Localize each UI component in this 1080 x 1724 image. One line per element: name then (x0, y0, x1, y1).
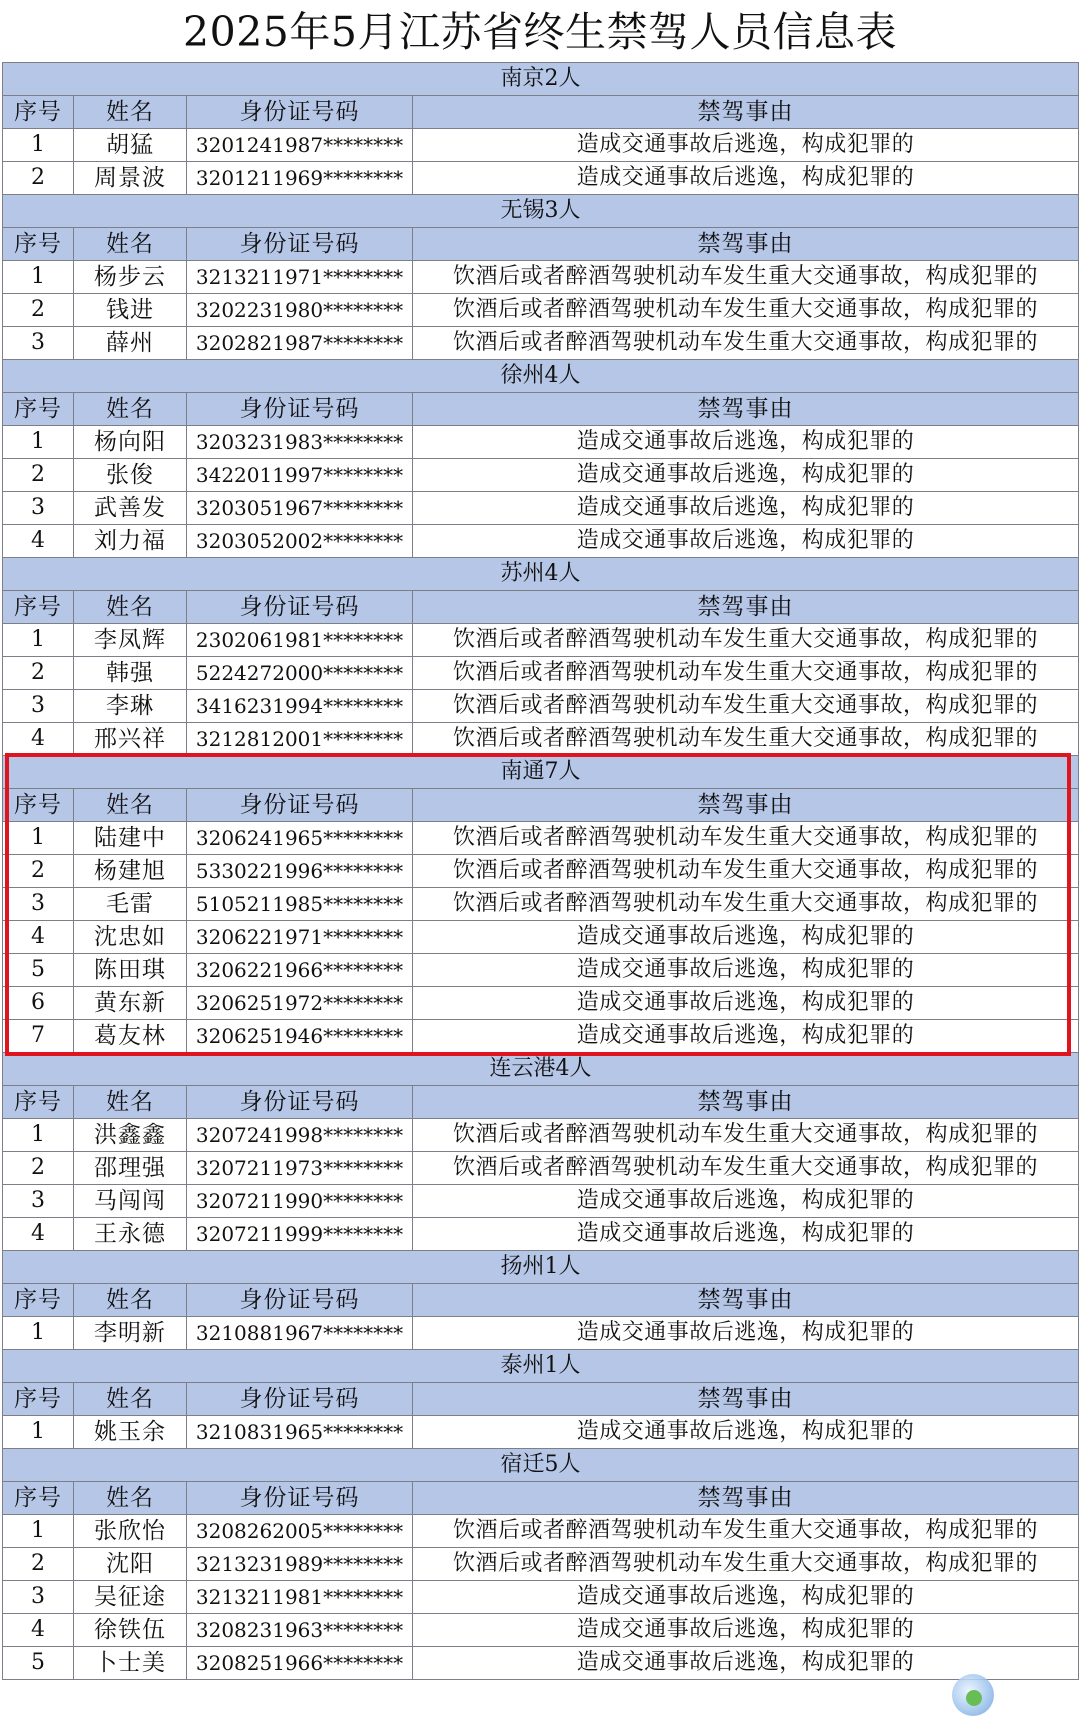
ban-reason-header: 禁驾事由 (413, 1383, 1079, 1416)
id-number-cell: 3213231989******** (187, 1548, 413, 1581)
ban-reason-header: 禁驾事由 (413, 789, 1079, 822)
ban-reason-cell: 饮酒后或者醉酒驾驶机动车发生重大交通事故，构成犯罪的 (413, 1119, 1079, 1152)
ban-reason-cell: 饮酒后或者醉酒驾驶机动车发生重大交通事故，构成犯罪的 (413, 822, 1079, 855)
table-row (3, 1515, 1079, 1548)
ban-reason-cell: 造成交通事故后逃逸，构成犯罪的 (413, 426, 1079, 459)
page-title: 2025年5月江苏省终生禁驾人员信息表 (183, 8, 897, 56)
name-header: 姓名 (74, 1086, 187, 1119)
id-number-cell: 2302061981******** (187, 624, 413, 657)
serial-header: 序号 (3, 789, 74, 822)
serial-cell: 5 (3, 1647, 74, 1680)
name-cell: 葛友林 (74, 1020, 187, 1053)
table-row (3, 1185, 1079, 1218)
id-number-cell: 3206221966******** (187, 954, 413, 987)
table-row (3, 723, 1079, 756)
id-number-cell: 3201241987******** (187, 129, 413, 162)
table-row (3, 426, 1079, 459)
serial-header: 序号 (3, 1284, 74, 1317)
id-number-header: 身份证号码 (187, 1086, 413, 1119)
name-header: 姓名 (74, 96, 187, 129)
serial-cell: 2 (3, 162, 74, 195)
column-header-row (3, 1086, 1079, 1119)
column-header-row (3, 393, 1079, 426)
name-cell: 黄东新 (74, 987, 187, 1020)
name-header: 姓名 (74, 1383, 187, 1416)
table-body (3, 63, 1079, 1680)
id-number-cell: 3202231980******** (187, 294, 413, 327)
serial-cell: 1 (3, 426, 74, 459)
name-cell: 马闯闯 (74, 1185, 187, 1218)
serial-cell: 1 (3, 1416, 74, 1449)
name-cell: 邢兴祥 (74, 723, 187, 756)
column-header-row (3, 96, 1079, 129)
id-number-cell: 3213211971******** (187, 261, 413, 294)
serial-cell: 2 (3, 1548, 74, 1581)
ban-reason-header: 禁驾事由 (413, 96, 1079, 129)
ban-reason-cell: 饮酒后或者醉酒驾驶机动车发生重大交通事故，构成犯罪的 (413, 1548, 1079, 1581)
city-section-row (3, 1053, 1079, 1086)
name-cell: 毛雷 (74, 888, 187, 921)
name-cell: 周景波 (74, 162, 187, 195)
table-row (3, 690, 1079, 723)
city-section-title: 扬州1人 (3, 1251, 1079, 1284)
name-cell: 杨步云 (74, 261, 187, 294)
id-number-cell: 3207211973******** (187, 1152, 413, 1185)
serial-cell: 3 (3, 492, 74, 525)
id-number-cell: 3201211969******** (187, 162, 413, 195)
name-cell: 徐铁伍 (74, 1614, 187, 1647)
ban-reason-cell: 造成交通事故后逃逸，构成犯罪的 (413, 1416, 1079, 1449)
ban-reason-cell: 饮酒后或者醉酒驾驶机动车发生重大交通事故，构成犯罪的 (413, 888, 1079, 921)
name-cell: 吴征途 (74, 1581, 187, 1614)
serial-cell: 3 (3, 888, 74, 921)
column-header-row (3, 1482, 1079, 1515)
serial-cell: 3 (3, 1185, 74, 1218)
serial-cell: 4 (3, 525, 74, 558)
table-row (3, 1614, 1079, 1647)
table-row (3, 1317, 1079, 1350)
ban-reason-cell: 造成交通事故后逃逸，构成犯罪的 (413, 1317, 1079, 1350)
table-row (3, 129, 1079, 162)
ban-reason-cell: 造成交通事故后逃逸，构成犯罪的 (413, 1581, 1079, 1614)
serial-cell: 1 (3, 1119, 74, 1152)
ban-reason-cell: 造成交通事故后逃逸，构成犯罪的 (413, 921, 1079, 954)
name-cell: 刘力福 (74, 525, 187, 558)
table-row (3, 1416, 1079, 1449)
serial-cell: 1 (3, 1515, 74, 1548)
name-cell: 卜士美 (74, 1647, 187, 1680)
serial-cell: 2 (3, 1152, 74, 1185)
name-cell: 李琳 (74, 690, 187, 723)
table-row (3, 921, 1079, 954)
serial-header: 序号 (3, 1482, 74, 1515)
id-number-cell: 3210831965******** (187, 1416, 413, 1449)
name-header: 姓名 (74, 228, 187, 261)
name-header: 姓名 (74, 393, 187, 426)
ban-reason-header: 禁驾事由 (413, 393, 1079, 426)
ban-reason-cell: 饮酒后或者醉酒驾驶机动车发生重大交通事故，构成犯罪的 (413, 1515, 1079, 1548)
ban-reason-cell: 饮酒后或者醉酒驾驶机动车发生重大交通事故，构成犯罪的 (413, 261, 1079, 294)
city-section-title: 徐州4人 (3, 360, 1079, 393)
name-header: 姓名 (74, 789, 187, 822)
id-number-cell: 3207211990******** (187, 1185, 413, 1218)
name-cell: 钱进 (74, 294, 187, 327)
id-number-header: 身份证号码 (187, 393, 413, 426)
serial-header: 序号 (3, 591, 74, 624)
name-cell: 杨建旭 (74, 855, 187, 888)
serial-cell: 3 (3, 1581, 74, 1614)
serial-cell: 1 (3, 129, 74, 162)
ban-reason-cell: 造成交通事故后逃逸，构成犯罪的 (413, 162, 1079, 195)
table-row (3, 822, 1079, 855)
table-row (3, 492, 1079, 525)
id-number-cell: 3206251972******** (187, 987, 413, 1020)
column-header-row (3, 789, 1079, 822)
name-cell: 薛州 (74, 327, 187, 360)
id-number-header: 身份证号码 (187, 228, 413, 261)
name-cell: 张俊 (74, 459, 187, 492)
name-cell: 沈阳 (74, 1548, 187, 1581)
serial-header: 序号 (3, 1086, 74, 1119)
ban-reason-header: 禁驾事由 (413, 591, 1079, 624)
driving-ban-table (2, 62, 1079, 1680)
city-section-title: 苏州4人 (3, 558, 1079, 591)
serial-header: 序号 (3, 96, 74, 129)
serial-cell: 1 (3, 822, 74, 855)
name-cell: 洪鑫鑫 (74, 1119, 187, 1152)
id-number-cell: 3422011997******** (187, 459, 413, 492)
table-row (3, 657, 1079, 690)
id-number-header: 身份证号码 (187, 1284, 413, 1317)
table-row (3, 1647, 1079, 1680)
serial-header: 序号 (3, 393, 74, 426)
column-header-row (3, 1284, 1079, 1317)
table-row (3, 294, 1079, 327)
serial-cell: 7 (3, 1020, 74, 1053)
ban-reason-header: 禁驾事由 (413, 1482, 1079, 1515)
table-row (3, 1020, 1079, 1053)
column-header-row (3, 591, 1079, 624)
ban-reason-cell: 造成交通事故后逃逸，构成犯罪的 (413, 954, 1079, 987)
ban-reason-cell: 饮酒后或者醉酒驾驶机动车发生重大交通事故，构成犯罪的 (413, 624, 1079, 657)
name-cell: 邵理强 (74, 1152, 187, 1185)
table-row (3, 327, 1079, 360)
city-section-row (3, 756, 1079, 789)
id-number-cell: 3210881967******** (187, 1317, 413, 1350)
serial-cell: 1 (3, 261, 74, 294)
id-number-header: 身份证号码 (187, 1383, 413, 1416)
id-number-header: 身份证号码 (187, 1482, 413, 1515)
table-row (3, 987, 1079, 1020)
ban-reason-cell: 造成交通事故后逃逸，构成犯罪的 (413, 1218, 1079, 1251)
ban-reason-header: 禁驾事由 (413, 1284, 1079, 1317)
id-number-cell: 3203052002******** (187, 525, 413, 558)
ban-reason-cell: 饮酒后或者醉酒驾驶机动车发生重大交通事故，构成犯罪的 (413, 855, 1079, 888)
name-cell: 李明新 (74, 1317, 187, 1350)
id-number-cell: 3213211981******** (187, 1581, 413, 1614)
table-row (3, 525, 1079, 558)
table-row (3, 855, 1079, 888)
serial-cell: 4 (3, 921, 74, 954)
id-number-cell: 3208231963******** (187, 1614, 413, 1647)
serial-cell: 4 (3, 723, 74, 756)
serial-header: 序号 (3, 1383, 74, 1416)
ban-reason-cell: 造成交通事故后逃逸，构成犯罪的 (413, 1020, 1079, 1053)
table-row (3, 1119, 1079, 1152)
ban-reason-cell: 造成交通事故后逃逸，构成犯罪的 (413, 129, 1079, 162)
ban-reason-cell: 饮酒后或者醉酒驾驶机动车发生重大交通事故，构成犯罪的 (413, 294, 1079, 327)
id-number-cell: 3203231983******** (187, 426, 413, 459)
city-section-title: 泰州1人 (3, 1350, 1079, 1383)
ban-reason-header: 禁驾事由 (413, 228, 1079, 261)
city-section-row (3, 360, 1079, 393)
city-section-row (3, 195, 1079, 228)
id-number-header: 身份证号码 (187, 591, 413, 624)
serial-cell: 2 (3, 657, 74, 690)
city-section-row (3, 1350, 1079, 1383)
serial-cell: 1 (3, 1317, 74, 1350)
serial-cell: 2 (3, 459, 74, 492)
name-header: 姓名 (74, 1482, 187, 1515)
table-row (3, 624, 1079, 657)
id-number-cell: 3207211999******** (187, 1218, 413, 1251)
id-number-header: 身份证号码 (187, 789, 413, 822)
name-cell: 姚玉余 (74, 1416, 187, 1449)
name-header: 姓名 (74, 591, 187, 624)
serial-cell: 3 (3, 690, 74, 723)
ban-reason-cell: 造成交通事故后逃逸，构成犯罪的 (413, 525, 1079, 558)
ban-reason-cell: 饮酒后或者醉酒驾驶机动车发生重大交通事故，构成犯罪的 (413, 690, 1079, 723)
city-section-row (3, 1251, 1079, 1284)
id-number-cell: 3416231994******** (187, 690, 413, 723)
watermark-logo-icon (952, 1674, 994, 1716)
city-section-title: 宿迁5人 (3, 1449, 1079, 1482)
serial-cell: 4 (3, 1614, 74, 1647)
serial-cell: 1 (3, 624, 74, 657)
table-row (3, 1581, 1079, 1614)
ban-reason-cell: 造成交通事故后逃逸，构成犯罪的 (413, 987, 1079, 1020)
table-row (3, 888, 1079, 921)
ban-reason-cell: 造成交通事故后逃逸，构成犯罪的 (413, 1614, 1079, 1647)
id-number-cell: 3206251946******** (187, 1020, 413, 1053)
ban-reason-cell: 饮酒后或者醉酒驾驶机动车发生重大交通事故，构成犯罪的 (413, 327, 1079, 360)
serial-cell: 6 (3, 987, 74, 1020)
id-number-cell: 3212812001******** (187, 723, 413, 756)
id-number-header: 身份证号码 (187, 96, 413, 129)
table-row (3, 261, 1079, 294)
ban-reason-cell: 造成交通事故后逃逸，构成犯罪的 (413, 1185, 1079, 1218)
ban-reason-cell: 饮酒后或者醉酒驾驶机动车发生重大交通事故，构成犯罪的 (413, 657, 1079, 690)
table-row (3, 1152, 1079, 1185)
name-cell: 杨向阳 (74, 426, 187, 459)
serial-cell: 3 (3, 327, 74, 360)
city-section-title: 连云港4人 (3, 1053, 1079, 1086)
name-cell: 胡猛 (74, 129, 187, 162)
name-cell: 武善发 (74, 492, 187, 525)
driving-ban-table-container (0, 62, 1080, 1680)
city-section-row (3, 558, 1079, 591)
name-cell: 陈田琪 (74, 954, 187, 987)
city-section-title: 南通7人 (3, 756, 1079, 789)
id-number-cell: 3203051967******** (187, 492, 413, 525)
serial-cell: 5 (3, 954, 74, 987)
table-row (3, 1218, 1079, 1251)
name-header: 姓名 (74, 1284, 187, 1317)
ban-reason-cell: 造成交通事故后逃逸，构成犯罪的 (413, 492, 1079, 525)
table-row (3, 954, 1079, 987)
name-cell: 韩强 (74, 657, 187, 690)
table-row (3, 459, 1079, 492)
id-number-cell: 5105211985******** (187, 888, 413, 921)
id-number-cell: 5224272000******** (187, 657, 413, 690)
ban-reason-cell: 饮酒后或者醉酒驾驶机动车发生重大交通事故，构成犯罪的 (413, 1152, 1079, 1185)
id-number-cell: 3208251966******** (187, 1647, 413, 1680)
id-number-cell: 3206241965******** (187, 822, 413, 855)
ban-reason-cell: 造成交通事故后逃逸，构成犯罪的 (413, 459, 1079, 492)
name-cell: 王永德 (74, 1218, 187, 1251)
name-cell: 陆建中 (74, 822, 187, 855)
name-cell: 李凤辉 (74, 624, 187, 657)
serial-cell: 4 (3, 1218, 74, 1251)
serial-cell: 2 (3, 855, 74, 888)
table-row (3, 162, 1079, 195)
city-section-title: 南京2人 (3, 63, 1079, 96)
name-cell: 沈忠如 (74, 921, 187, 954)
table-row (3, 1548, 1079, 1581)
id-number-cell: 3206221971******** (187, 921, 413, 954)
id-number-cell: 3202821987******** (187, 327, 413, 360)
id-number-cell: 5330221996******** (187, 855, 413, 888)
column-header-row (3, 228, 1079, 261)
city-section-row (3, 63, 1079, 96)
city-section-title: 无锡3人 (3, 195, 1079, 228)
serial-header: 序号 (3, 228, 74, 261)
ban-reason-header: 禁驾事由 (413, 1086, 1079, 1119)
column-header-row (3, 1383, 1079, 1416)
city-section-row (3, 1449, 1079, 1482)
ban-reason-cell: 饮酒后或者醉酒驾驶机动车发生重大交通事故，构成犯罪的 (413, 723, 1079, 756)
serial-cell: 2 (3, 294, 74, 327)
name-cell: 张欣怡 (74, 1515, 187, 1548)
ban-reason-cell: 造成交通事故后逃逸，构成犯罪的 (413, 1647, 1079, 1680)
id-number-cell: 3208262005******** (187, 1515, 413, 1548)
id-number-cell: 3207241998******** (187, 1119, 413, 1152)
